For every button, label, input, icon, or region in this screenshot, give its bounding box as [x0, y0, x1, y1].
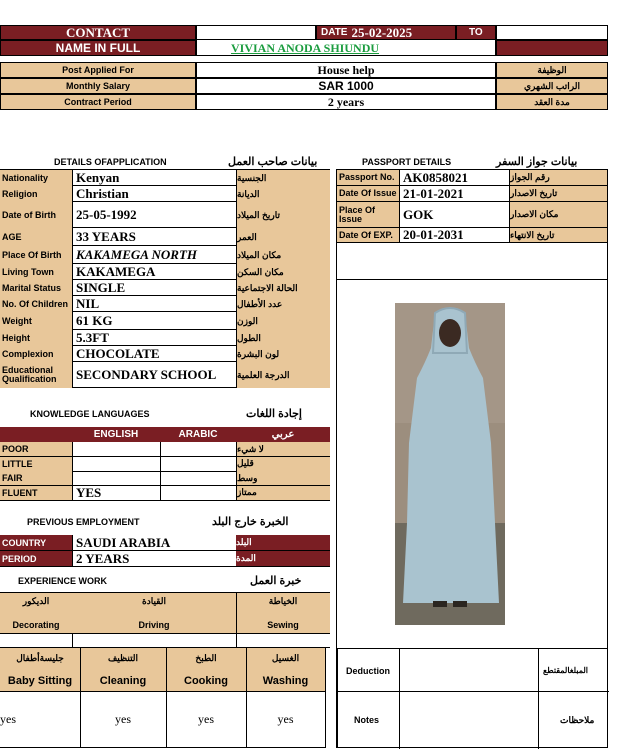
exp-cooking-en: Cooking — [184, 675, 228, 687]
job-row-post — [0, 62, 608, 78]
app-label: Religion — [0, 186, 72, 202]
languages-title-en: KNOWLEDGE LANGUAGES — [30, 409, 150, 419]
app-value: 33 YEARS — [72, 228, 236, 246]
application-row — [0, 246, 330, 264]
app-ar: الدرجة العلمية — [236, 362, 330, 388]
languages-col-header — [0, 427, 330, 442]
lang-arabic — [160, 457, 236, 471]
employment-row — [0, 535, 330, 551]
app-ar: الديانة — [236, 186, 330, 202]
exp-decorating-en: Decorating — [12, 620, 60, 630]
to-value — [496, 25, 608, 40]
header-filler — [496, 40, 608, 56]
exp-cooking-value: yes — [198, 712, 214, 726]
app-ar: الجنسية — [236, 170, 330, 186]
app-value: KAKAMEGA NORTH — [72, 246, 236, 264]
passport-row — [336, 170, 608, 186]
contact-value — [196, 25, 316, 40]
pp-label: Passport No. — [337, 170, 399, 185]
app-label: No. Of Children — [0, 296, 72, 312]
app-label: AGE — [0, 228, 72, 246]
job-label: Contract Period — [0, 94, 196, 110]
app-ar: مكان السكن — [236, 264, 330, 280]
app-label: Living Town — [0, 264, 72, 280]
job-label: Monthly Salary — [0, 78, 196, 94]
app-value: CHOCOLATE — [72, 346, 236, 362]
app-value: SINGLE — [72, 280, 236, 296]
name-value: VIVIAN ANODA SHIUNDU — [231, 41, 380, 55]
lang-arabic — [160, 471, 236, 485]
app-ar: تاريخ الميلاد — [236, 202, 330, 228]
passport-title-en: PASSPORT DETAILS — [362, 157, 452, 167]
lang-ar: ممتاز — [236, 486, 330, 500]
job-label: Post Applied For — [0, 62, 196, 78]
experience-values — [0, 692, 325, 748]
app-label: Place Of Birth — [0, 246, 72, 264]
application-row — [0, 170, 330, 186]
pp-value: GOK — [399, 202, 509, 227]
deduction-label: Deduction — [346, 666, 390, 676]
exp-cooking-ar: الطبخ — [195, 653, 217, 663]
lang-ar: قليل — [236, 457, 330, 471]
pp-value: AK0858021 — [399, 170, 509, 185]
exp-sewing-ar: الخياطة — [268, 596, 298, 606]
employment-title-ar: الخبرة خارج البلد — [212, 516, 289, 528]
pp-label: Date Of Issue — [337, 186, 399, 201]
language-row — [0, 471, 330, 486]
passport-spacer — [336, 243, 608, 280]
app-value: Christian — [72, 186, 236, 202]
application-header — [0, 154, 330, 170]
emp-value: SAUDI ARABIA — [72, 535, 236, 550]
app-value: 25-05-1992 — [72, 202, 236, 228]
pp-ar: رقم الجواز — [509, 170, 607, 185]
lang-english — [72, 442, 160, 456]
photo-frame — [336, 280, 608, 648]
app-label: Marital Status — [0, 280, 72, 296]
app-label: Educational Qualification — [0, 362, 72, 388]
applicant-photo — [395, 303, 505, 625]
passport-row — [336, 228, 608, 243]
deduction-notes-box — [337, 648, 608, 748]
emp-ar: البلد — [236, 535, 330, 550]
contact-label: CONTACT — [0, 25, 196, 40]
emp-ar: المدة — [236, 551, 330, 566]
exp-washing-value: yes — [277, 712, 294, 726]
exp-cleaning-ar: التنظيف — [107, 653, 139, 663]
languages-title-ar: إجادة اللغات — [246, 408, 302, 420]
lang-english — [72, 457, 160, 471]
date-label: DATE — [321, 27, 348, 38]
divider — [236, 593, 237, 635]
job-ar: الراتب الشهري — [496, 78, 608, 94]
passport-row — [336, 202, 608, 228]
application-row — [0, 264, 330, 280]
name-in-full-label: NAME IN FULL — [0, 40, 196, 56]
experience-title-en: EXPERIENCE WORK — [18, 576, 108, 586]
app-ar: عدد الأطفال — [236, 296, 330, 312]
app-value: NIL — [72, 296, 236, 312]
app-label: Nationality — [0, 170, 72, 186]
lang-arabic — [160, 486, 236, 500]
application-title-ar: بيانات صاحب العمل — [228, 156, 318, 168]
exp-driving-ar: القيادة — [142, 596, 166, 606]
language-row — [0, 486, 330, 501]
application-title-en: DETAILS OFAPPLICATION — [54, 157, 167, 167]
notes-label: Notes — [354, 715, 380, 725]
app-value: KAKAMEGA — [72, 264, 236, 280]
exp-babysitting-ar: جليسةأطفال — [16, 653, 64, 663]
passport-row — [336, 186, 608, 202]
experience-values-top — [0, 634, 330, 648]
emp-label: PERIOD — [0, 551, 72, 566]
app-value: SECONDARY SCHOOL — [72, 362, 236, 388]
pp-label: Place Of Issue — [337, 202, 399, 227]
application-row — [0, 296, 330, 312]
emp-label: COUNTRY — [0, 535, 72, 550]
application-row — [0, 346, 330, 362]
name-cell — [196, 40, 496, 56]
lang-label: LITTLE — [0, 457, 72, 471]
application-row — [0, 280, 330, 296]
app-ar: الوزن — [236, 312, 330, 330]
app-ar: مكان الميلاد — [236, 246, 330, 264]
exp-washing-ar: الغسيل — [271, 653, 300, 663]
experience-header — [0, 570, 330, 592]
lang-label: POOR — [0, 442, 72, 456]
pp-ar: مكان الاصدار — [509, 202, 607, 227]
experience-top — [0, 592, 330, 634]
lang-label: FAIR — [0, 471, 72, 485]
job-value: House help — [196, 62, 496, 78]
app-label: Weight — [0, 312, 72, 330]
date-value: 25-02-2025 — [351, 24, 413, 40]
application-row — [0, 186, 330, 202]
app-ar: العمر — [236, 228, 330, 246]
lang-arabic — [160, 442, 236, 456]
lang-ar: وسط — [236, 471, 330, 485]
application-row — [0, 228, 330, 246]
job-value: 2 years — [196, 94, 496, 110]
experience-title-ar: خبرة العمل — [250, 575, 302, 587]
col-ar: عربي — [271, 429, 295, 440]
exp-cleaning-value: yes — [115, 712, 131, 726]
pp-ar: تاريخ الاصدار — [509, 186, 607, 201]
application-row — [0, 312, 330, 330]
app-value: 5.3FT — [72, 330, 236, 346]
exp-cleaning-en: Cleaning — [99, 675, 147, 687]
job-row-contract — [0, 94, 608, 110]
dn-label-col — [338, 649, 400, 749]
employment-row — [0, 551, 330, 567]
job-row-salary — [0, 78, 608, 94]
languages-header — [0, 402, 330, 426]
app-label: Complexion — [0, 346, 72, 362]
date-cell — [316, 25, 456, 40]
app-label: Height — [0, 330, 72, 346]
pp-value: 21-01-2021 — [399, 186, 509, 201]
lang-english — [72, 471, 160, 485]
exp-babysitting-en: Baby Sitting — [7, 675, 73, 687]
employment-title-en: PREVIOUS EMPLOYMENT — [27, 517, 140, 527]
col-english: ENGLISH — [93, 429, 139, 440]
lang-label: FLUENT — [0, 486, 72, 500]
app-value: 61 KG — [72, 312, 236, 330]
app-ar: لون البشرة — [236, 346, 330, 362]
lang-ar: لا شيء — [236, 442, 330, 456]
app-value: Kenyan — [72, 170, 236, 186]
application-row — [0, 362, 330, 388]
application-row — [0, 202, 330, 228]
application-row — [0, 330, 330, 346]
job-ar: مدة العقد — [496, 94, 608, 110]
notes-ar: ملاحظات — [560, 715, 595, 725]
pp-value: 20-01-2031 — [399, 228, 509, 242]
emp-value: 2 YEARS — [72, 551, 236, 566]
job-value: SAR 1000 — [196, 78, 496, 94]
exp-decorating-ar: الديكور — [22, 596, 50, 606]
to-label: TO — [456, 25, 496, 40]
pp-label: Date Of EXP. — [337, 228, 399, 242]
exp-sewing-en: Sewing — [267, 620, 299, 630]
exp-washing-en: Washing — [262, 675, 309, 687]
experience-bottom — [0, 648, 325, 692]
lang-english: YES — [72, 486, 160, 500]
app-label: Date of Birth — [0, 202, 72, 228]
col-arabic: ARABIC — [178, 429, 218, 440]
exp-driving-en: Driving — [138, 620, 170, 630]
exp-babysitting-value: yes — [0, 712, 16, 726]
pp-ar: تاريخ الانتهاء — [509, 228, 607, 242]
language-row — [0, 442, 330, 457]
passport-header — [336, 154, 608, 170]
deduction-ar: المبلغالمقتطع — [543, 666, 588, 675]
app-ar: الطول — [236, 330, 330, 346]
app-ar: الحالة الاجتماعية — [236, 280, 330, 296]
employment-header — [0, 510, 330, 534]
passport-title-ar: بيانات جواز السفر — [496, 156, 578, 168]
gap-column — [325, 648, 337, 748]
language-row — [0, 457, 330, 472]
job-ar: الوظيفة — [496, 62, 608, 78]
